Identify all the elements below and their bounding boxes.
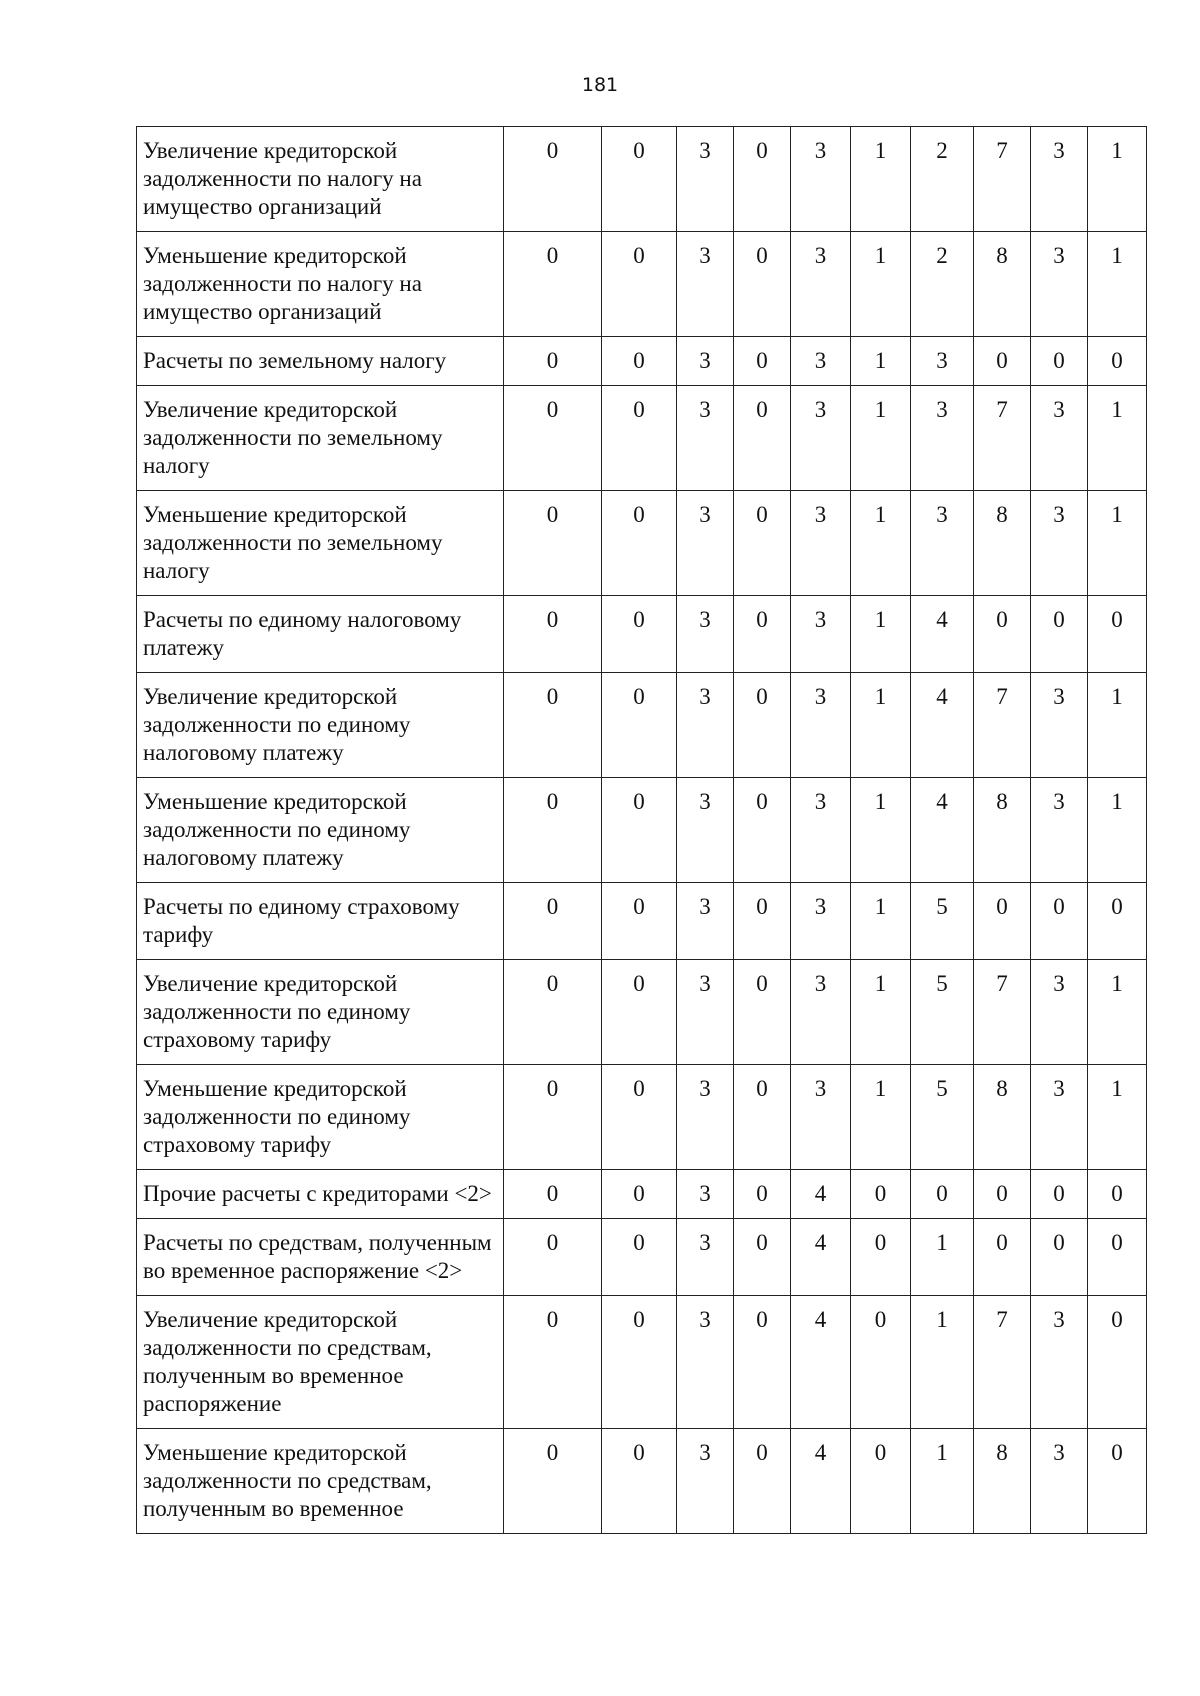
code-digit-cell: 7 [974,960,1031,1065]
row-label: Расчеты по средствам, полученным во временное распоряжение <2> [137,1219,504,1296]
code-digit-cell: 0 [734,491,791,596]
row-label: Уменьшение кредиторской задолженности по земельному налогу [137,491,504,596]
code-digit-cell: 1 [851,1065,911,1170]
table-row [137,596,1147,673]
code-digit-cell: 3 [1031,1429,1088,1534]
code-digit-cell: 3 [1031,232,1088,337]
code-digit-cell: 1 [1088,232,1147,337]
code-digit-cell: 3 [791,386,851,491]
code-digit-cell: 3 [791,337,851,386]
code-digit-cell: 0 [974,596,1031,673]
code-digit-cell: 3 [791,673,851,778]
code-digit-cell: 0 [602,1170,677,1219]
code-digit-cell: 0 [734,673,791,778]
code-digit-cell: 1 [1088,127,1147,232]
row-label: Увеличение кредиторской задолженности по налогу на имущество организаций [137,127,504,232]
row-label: Расчеты по земельному налогу [137,337,504,386]
code-digit-cell: 0 [602,1219,677,1296]
row-label: Расчеты по единому налоговому платежу [137,596,504,673]
code-digit-cell: 0 [1031,1170,1088,1219]
code-digit-cell: 0 [734,232,791,337]
code-digit-cell: 0 [734,883,791,960]
code-digit-cell: 3 [677,491,734,596]
account-codes-table [136,126,1147,1534]
code-digit-cell: 0 [1088,1219,1147,1296]
code-digit-cell: 1 [911,1219,974,1296]
code-digit-cell: 0 [1031,883,1088,960]
table-row [137,778,1147,883]
code-digit-cell: 5 [911,883,974,960]
code-digit-cell: 3 [677,1065,734,1170]
code-digit-cell: 3 [677,1219,734,1296]
code-digit-cell: 1 [1088,960,1147,1065]
page-number: 181 [581,74,619,96]
code-digit-cell: 1 [851,127,911,232]
table-row [137,491,1147,596]
table-row [137,1219,1147,1296]
code-digit-cell: 0 [974,1219,1031,1296]
code-digit-cell: 0 [734,778,791,883]
code-digit-cell: 3 [677,778,734,883]
code-digit-cell: 8 [974,778,1031,883]
code-digit-cell: 3 [791,596,851,673]
code-digit-cell: 2 [911,232,974,337]
code-digit-cell: 4 [911,596,974,673]
table-row [137,673,1147,778]
code-digit-cell: 0 [734,1429,791,1534]
code-digit-cell: 8 [974,1065,1031,1170]
table-row [137,337,1147,386]
code-digit-cell: 1 [1088,778,1147,883]
code-digit-cell: 0 [504,337,602,386]
code-digit-cell: 0 [504,1170,602,1219]
code-digit-cell: 0 [602,883,677,960]
code-digit-cell: 1 [851,778,911,883]
code-digit-cell: 4 [911,778,974,883]
code-digit-cell: 3 [677,337,734,386]
code-digit-cell: 0 [504,778,602,883]
row-label: Расчеты по единому страховому тарифу [137,883,504,960]
code-digit-cell: 4 [791,1429,851,1534]
code-digit-cell: 0 [974,337,1031,386]
code-digit-cell: 3 [677,1170,734,1219]
code-digit-cell: 0 [504,1429,602,1534]
table-row [137,232,1147,337]
code-digit-cell: 5 [911,1065,974,1170]
code-digit-cell: 1 [1088,673,1147,778]
table-row [137,386,1147,491]
code-digit-cell: 1 [851,960,911,1065]
row-label: Увеличение кредиторской задолженности по земельному налогу [137,386,504,491]
row-label: Уменьшение кредиторской задолженности по средствам, полученным во временное [137,1429,504,1534]
code-digit-cell: 0 [1088,596,1147,673]
code-digit-cell: 3 [791,127,851,232]
code-digit-cell: 7 [974,1296,1031,1429]
code-digit-cell: 1 [851,386,911,491]
table-row [137,1170,1147,1219]
row-label: Увеличение кредиторской задолженности по единому страховому тарифу [137,960,504,1065]
code-digit-cell: 1 [851,883,911,960]
code-digit-cell: 4 [791,1296,851,1429]
code-digit-cell: 0 [602,596,677,673]
code-digit-cell: 3 [677,673,734,778]
code-digit-cell: 0 [734,1296,791,1429]
code-digit-cell: 3 [791,1065,851,1170]
code-digit-cell: 0 [1031,337,1088,386]
code-digit-cell: 0 [602,673,677,778]
code-digit-cell: 0 [602,1429,677,1534]
code-digit-cell: 0 [734,1219,791,1296]
code-digit-cell: 3 [677,960,734,1065]
code-digit-cell: 3 [791,778,851,883]
code-digit-cell: 3 [1031,778,1088,883]
code-digit-cell: 3 [791,232,851,337]
code-digit-cell: 0 [851,1296,911,1429]
table-row [137,883,1147,960]
code-digit-cell: 0 [602,778,677,883]
row-label: Уменьшение кредиторской задолженности по единому налоговому платежу [137,778,504,883]
row-label: Увеличение кредиторской задолженности по единому налоговому платежу [137,673,504,778]
code-digit-cell: 0 [504,673,602,778]
code-digit-cell: 7 [974,127,1031,232]
code-digit-cell: 3 [1031,960,1088,1065]
code-digit-cell: 3 [677,1296,734,1429]
code-digit-cell: 0 [504,491,602,596]
code-digit-cell: 0 [974,1170,1031,1219]
code-digit-cell: 3 [677,232,734,337]
table-row [137,127,1147,232]
code-digit-cell: 0 [504,883,602,960]
code-digit-cell: 0 [734,960,791,1065]
code-digit-cell: 8 [974,1429,1031,1534]
code-digit-cell: 0 [1088,337,1147,386]
code-digit-cell: 8 [974,232,1031,337]
code-digit-cell: 4 [791,1219,851,1296]
code-digit-cell: 3 [911,491,974,596]
code-digit-cell: 3 [1031,386,1088,491]
code-digit-cell: 0 [504,386,602,491]
code-digit-cell: 0 [1088,1429,1147,1534]
table-row [137,1429,1147,1534]
code-digit-cell: 0 [602,1065,677,1170]
code-digit-cell: 4 [791,1170,851,1219]
code-digit-cell: 2 [911,127,974,232]
code-digit-cell: 0 [734,1065,791,1170]
code-digit-cell: 0 [602,127,677,232]
code-digit-cell: 0 [851,1170,911,1219]
code-digit-cell: 3 [1031,673,1088,778]
code-digit-cell: 5 [911,960,974,1065]
code-digit-cell: 0 [1088,1296,1147,1429]
code-digit-cell: 0 [1088,883,1147,960]
code-digit-cell: 3 [677,596,734,673]
code-digit-cell: 0 [734,1170,791,1219]
code-digit-cell: 3 [911,386,974,491]
code-digit-cell: 1 [1088,491,1147,596]
code-digit-cell: 0 [734,337,791,386]
code-digit-cell: 7 [974,673,1031,778]
code-digit-cell: 3 [1031,1296,1088,1429]
code-digit-cell: 1 [851,232,911,337]
code-digit-cell: 1 [911,1429,974,1534]
code-digit-cell: 3 [1031,127,1088,232]
row-label: Уменьшение кредиторской задолженности по единому страховому тарифу [137,1065,504,1170]
code-digit-cell: 8 [974,491,1031,596]
code-digit-cell: 0 [504,1219,602,1296]
code-digit-cell: 7 [974,386,1031,491]
code-digit-cell: 0 [504,596,602,673]
code-digit-cell: 0 [602,960,677,1065]
code-digit-cell: 0 [504,960,602,1065]
code-digit-cell: 0 [504,1296,602,1429]
code-digit-cell: 3 [677,883,734,960]
code-digit-cell: 0 [851,1429,911,1534]
row-label: Прочие расчеты с кредиторами <2> [137,1170,504,1219]
code-digit-cell: 3 [677,386,734,491]
code-digit-cell: 0 [911,1170,974,1219]
code-digit-cell: 3 [791,883,851,960]
code-digit-cell: 0 [1031,1219,1088,1296]
code-digit-cell: 0 [1031,596,1088,673]
code-digit-cell: 0 [974,883,1031,960]
code-digit-cell: 3 [791,491,851,596]
code-digit-cell: 0 [504,127,602,232]
code-digit-cell: 0 [602,232,677,337]
code-digit-cell: 0 [734,127,791,232]
code-digit-cell: 1 [851,596,911,673]
code-digit-cell: 3 [911,337,974,386]
code-digit-cell: 3 [677,127,734,232]
row-label: Увеличение кредиторской задолженности по средствам, полученным во временное распоряжение [137,1296,504,1429]
code-digit-cell: 3 [791,960,851,1065]
row-label: Уменьшение кредиторской задолженности по налогу на имущество организаций [137,232,504,337]
code-digit-cell: 0 [734,596,791,673]
code-digit-cell: 0 [602,1296,677,1429]
code-digit-cell: 1 [851,337,911,386]
code-digit-cell: 0 [851,1219,911,1296]
code-digit-cell: 3 [1031,491,1088,596]
code-digit-cell: 0 [504,232,602,337]
code-digit-cell: 0 [602,337,677,386]
code-digit-cell: 3 [1031,1065,1088,1170]
table-row [137,1065,1147,1170]
code-digit-cell: 0 [734,386,791,491]
code-digit-cell: 0 [602,491,677,596]
code-digit-cell: 1 [851,673,911,778]
code-digit-cell: 0 [1088,1170,1147,1219]
table-row [137,960,1147,1065]
code-digit-cell: 4 [911,673,974,778]
table-row [137,1296,1147,1429]
code-digit-cell: 0 [504,1065,602,1170]
code-digit-cell: 1 [1088,1065,1147,1170]
code-digit-cell: 1 [911,1296,974,1429]
code-digit-cell: 3 [677,1429,734,1534]
code-digit-cell: 0 [602,386,677,491]
code-digit-cell: 1 [851,491,911,596]
code-digit-cell: 1 [1088,386,1147,491]
